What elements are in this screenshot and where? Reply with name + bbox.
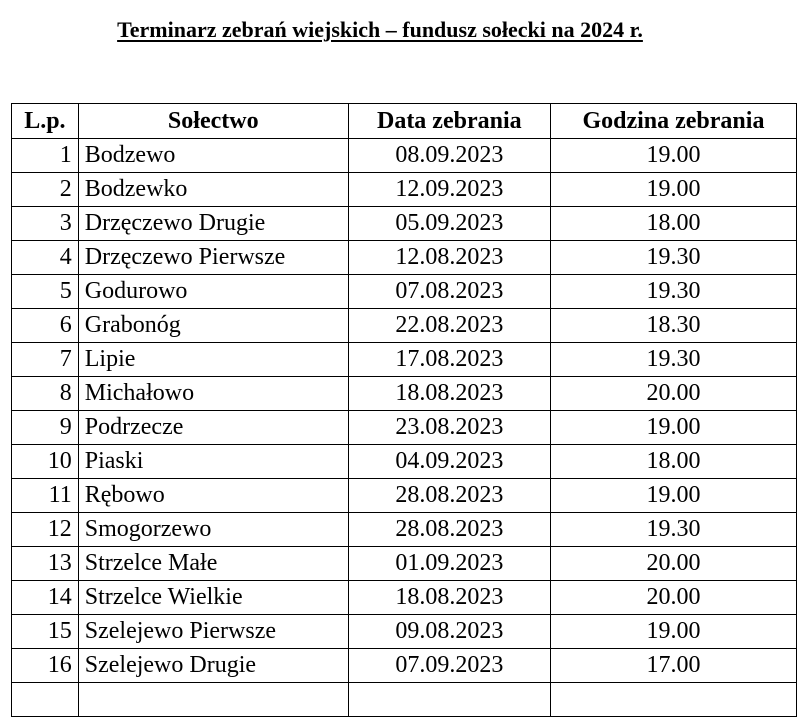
document-title: Terminarz zebrań wiejskich – fundusz sołecki na 2024 r. (117, 17, 643, 42)
row-number: 4 (12, 241, 79, 275)
meeting-hour: 19.00 (550, 479, 796, 513)
village-name: Smogorzewo (78, 513, 348, 547)
meeting-hour: 20.00 (550, 377, 796, 411)
village-name: Bodzewo (78, 139, 348, 173)
meeting-hour: 18.30 (550, 309, 796, 343)
row-number: 9 (12, 411, 79, 445)
row-number: 16 (12, 649, 79, 683)
meeting-date: 18.08.2023 (348, 581, 550, 615)
meeting-hour: 19.00 (550, 411, 796, 445)
table-row (12, 173, 797, 207)
village-name: Strzelce Małe (78, 547, 348, 581)
meeting-hour: 18.00 (550, 445, 796, 479)
row-number: 2 (12, 173, 79, 207)
table-row (12, 513, 797, 547)
row-number: 1 (12, 139, 79, 173)
village-name: Godurowo (78, 275, 348, 309)
row-number: 11 (12, 479, 79, 513)
row-number: 15 (12, 615, 79, 649)
village-name: Strzelce Wielkie (78, 581, 348, 615)
table-row (12, 207, 797, 241)
table-row (12, 649, 797, 683)
table-row (12, 411, 797, 445)
row-number: 3 (12, 207, 79, 241)
village-name: Lipie (78, 343, 348, 377)
table-row (12, 479, 797, 513)
meeting-hour: 19.00 (550, 615, 796, 649)
meeting-hour: 17.00 (550, 649, 796, 683)
village-name: Szelejewo Drugie (78, 649, 348, 683)
meeting-hour: 20.00 (550, 547, 796, 581)
meeting-date: 18.08.2023 (348, 377, 550, 411)
village-name: Szelejewo Pierwsze (78, 615, 348, 649)
meeting-date: 09.08.2023 (348, 615, 550, 649)
table-row (12, 615, 797, 649)
meeting-date: 07.09.2023 (348, 649, 550, 683)
village-name: Drzęczewo Pierwsze (78, 241, 348, 275)
row-number: 13 (12, 547, 79, 581)
table-row (12, 343, 797, 377)
table-header-row (12, 104, 797, 139)
meeting-date: 04.09.2023 (348, 445, 550, 479)
meeting-hour: 19.00 (550, 173, 796, 207)
meeting-date: 12.08.2023 (348, 241, 550, 275)
meeting-schedule-table (11, 103, 797, 717)
village-name: Bodzewko (78, 173, 348, 207)
meeting-hour: 19.00 (550, 139, 796, 173)
table-row (12, 581, 797, 615)
row-number: 12 (12, 513, 79, 547)
table-row (12, 275, 797, 309)
table-row (12, 445, 797, 479)
meeting-hour: 20.00 (550, 581, 796, 615)
table-row (12, 139, 797, 173)
meeting-date: 28.08.2023 (348, 513, 550, 547)
meeting-hour: 19.30 (550, 241, 796, 275)
meeting-date: 28.08.2023 (348, 479, 550, 513)
village-name: Drzęczewo Drugie (78, 207, 348, 241)
table-row (12, 377, 797, 411)
meeting-date: 12.09.2023 (348, 173, 550, 207)
table-row (12, 547, 797, 581)
row-number: 10 (12, 445, 79, 479)
row-number: 7 (12, 343, 79, 377)
village-name: Piaski (78, 445, 348, 479)
row-number: 6 (12, 309, 79, 343)
meeting-date: 01.09.2023 (348, 547, 550, 581)
meeting-date: 23.08.2023 (348, 411, 550, 445)
row-number: 5 (12, 275, 79, 309)
village-name: Rębowo (78, 479, 348, 513)
header-meeting-hour: Godzina zebrania (550, 104, 796, 139)
meeting-date: 22.08.2023 (348, 309, 550, 343)
header-meeting-date: Data zebrania (348, 104, 550, 139)
meeting-date: 07.08.2023 (348, 275, 550, 309)
meeting-hour: 19.30 (550, 343, 796, 377)
meeting-date: 17.08.2023 (348, 343, 550, 377)
meeting-date: 08.09.2023 (348, 139, 550, 173)
meeting-hour: 19.30 (550, 275, 796, 309)
table-body (12, 139, 797, 717)
meeting-hour: 18.00 (550, 207, 796, 241)
meeting-hour: 19.30 (550, 513, 796, 547)
row-number: 14 (12, 581, 79, 615)
village-name: Michałowo (78, 377, 348, 411)
village-name: Grabonóg (78, 309, 348, 343)
village-name: Podrzecze (78, 411, 348, 445)
table-row (12, 309, 797, 343)
meeting-date: 05.09.2023 (348, 207, 550, 241)
header-lp: L.p. (12, 104, 79, 139)
row-number: 8 (12, 377, 79, 411)
header-village: Sołectwo (78, 104, 348, 139)
table-row (12, 241, 797, 275)
